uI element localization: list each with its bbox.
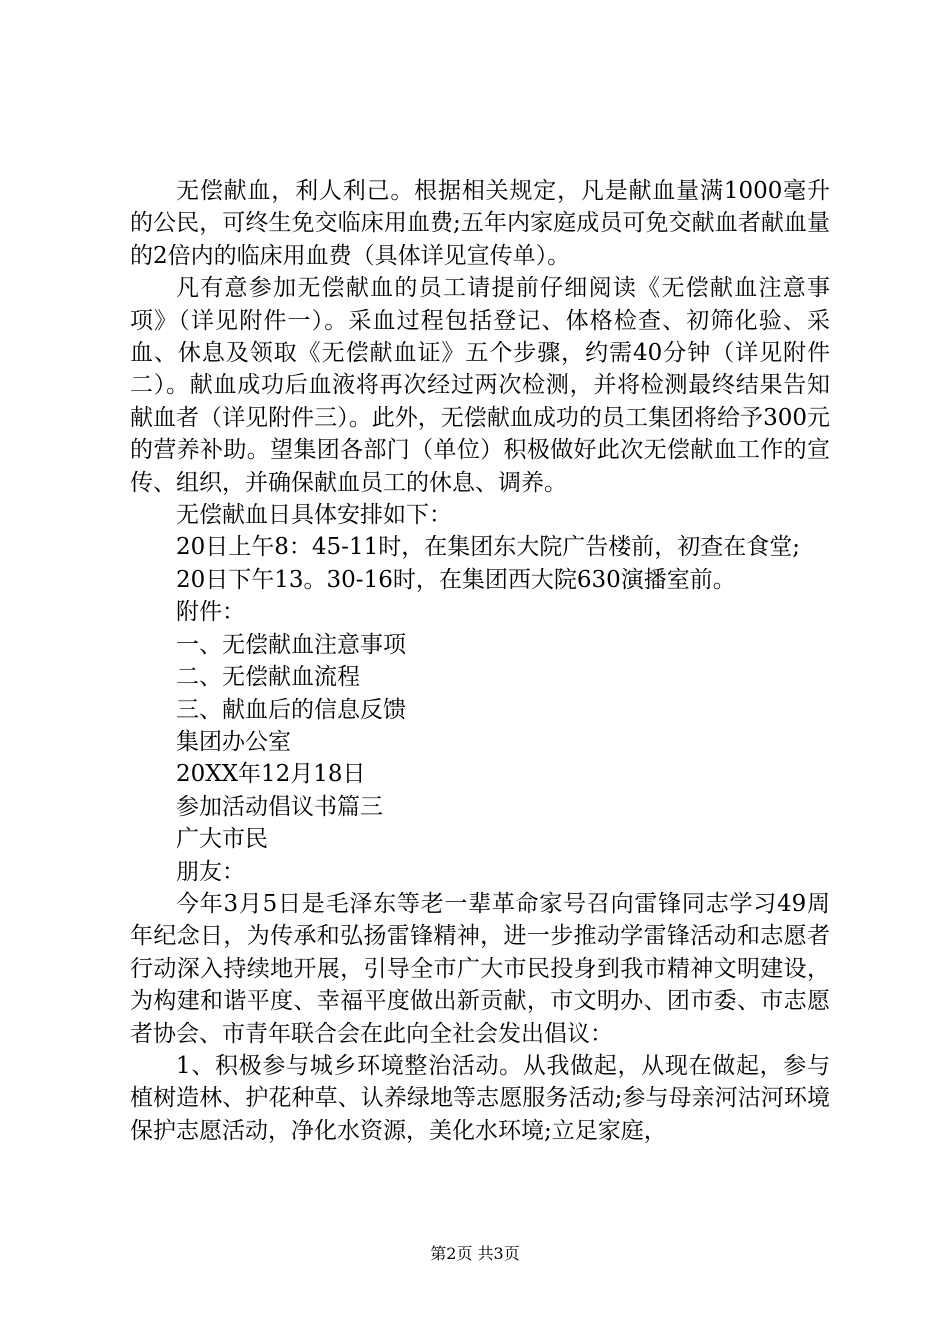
paragraph-initiative-item-one: 1、积极参与城乡环境整治活动。从我做起，从现在做起，参与植树造林、护花种草、认养绿地等志愿服务活动;参与母亲河沽河环境保护志愿活动，净化水资源，美化水环境;立足家庭， (130, 1052, 830, 1144)
paragraph-schedule-intro: 无偿献血日具体安排如下： (176, 502, 452, 529)
paragraph-initiative-intro: 今年3月5日是毛泽东等老一辈革命家号召向雷锋同志学习49周年纪念日，为传承和弘扬雷锋精神，进一步推动学雷锋活动和志愿者行动深入持续地开展，引导全市广大市民投身到我市精神文明建设，为构建和谐平度、幸福平度做出新贡献，市文明办、团市委、市志愿者协会、市青年联合会在此向全社会发出倡议： (130, 890, 830, 1047)
paragraph-date: 20XX年12月18日 (176, 761, 366, 788)
paragraph-sender: 集团办公室 (176, 728, 291, 755)
paragraph-schedule-morning: 20日上午8：45-11时，在集团东大院广告楼前，初查在食堂; (176, 534, 800, 561)
paragraph-section-title: 参加活动倡议书篇三 (176, 793, 383, 820)
paragraph-blood-donation-benefits: 无偿献血，利人利己。根据相关规定，凡是献血量满1000毫升的公民，可终生免交临床用血费;五年内家庭成员可免交献血者献血量的2倍内的临床用血费（具体详见宣传单）。 (130, 178, 830, 269)
paragraph-attachment-two: 二、无偿献血流程 (176, 664, 360, 691)
paragraph-attachment-three: 三、献血后的信息反馈 (176, 696, 406, 723)
paragraph-donation-procedure: 凡有意参加无偿献血的员工请提前仔细阅读《无偿献血注意事项》（详见附件一）。采血过程包括登记、体格检查、初筛化验、采血、休息及领取《无偿献血证》五个步骤，约需40分钟（详见附件二）。献血成功后血液将再次经过两次检测，并将检测最终结果告知献血者（详见附件三）。此外，无偿献血成功的员工集团将给予300元的营养补助。望集团各部门（单位）积极做好此次无偿献血工作的宣传、组织，并确保献血员工的休息、调养。 (130, 275, 830, 496)
document-body (130, 175, 830, 1147)
paragraph-attachments-label: 附件： (176, 599, 245, 626)
paragraph-salutation-citizens: 广大市民 (176, 826, 268, 853)
paragraph-schedule-afternoon: 20日下午13。30-16时，在集团西大院630演播室前。 (176, 566, 736, 593)
page-number: 第2页 共3页 (430, 1244, 520, 1263)
paragraph-salutation-friends: 朋友： (176, 858, 245, 885)
paragraph-attachment-one: 一、无偿献血注意事项 (176, 631, 406, 658)
